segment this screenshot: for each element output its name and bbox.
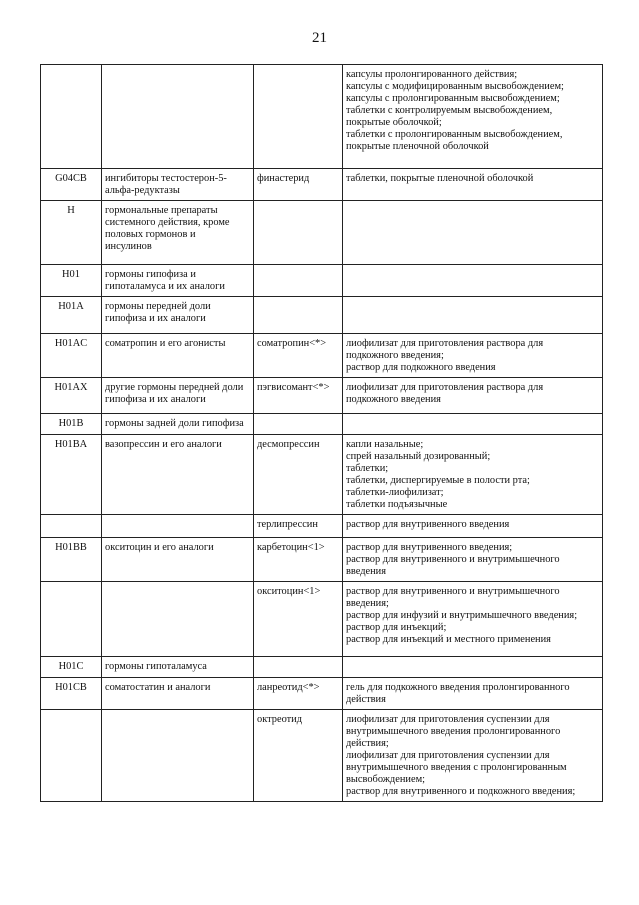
anatomical-group-cell (102, 414, 254, 435)
drug-name-cell (254, 65, 343, 169)
dosage-form-line: спрей назальный дозированный; (346, 451, 491, 462)
atc-code-cell (41, 265, 102, 297)
atc-code-cell (41, 435, 102, 515)
dosage-form-line: лиофилизат для приготовления суспензии для (346, 750, 550, 761)
group-text-line: соматостатин и аналоги (105, 682, 211, 693)
table-row (41, 201, 603, 265)
atc-code-cell (41, 169, 102, 201)
table-row (41, 169, 603, 201)
dosage-form-line: таблетки-лиофилизат; (346, 487, 444, 498)
group-text-line: гормоны гипоталамуса (105, 661, 207, 672)
atc-code: H01C (58, 661, 84, 672)
atc-code: H01CB (55, 682, 87, 693)
drug-name-cell (254, 657, 343, 678)
drug-name: финастерид (257, 173, 310, 184)
dosage-form-line: введения; (346, 598, 389, 609)
atc-code-cell (41, 334, 102, 378)
anatomical-group-cell (102, 65, 254, 169)
dosage-form-line: капсулы с модифицированным высвобождением; (346, 81, 564, 92)
drug-name-cell (254, 678, 343, 710)
dosage-form-line: лиофилизат для приготовления раствора для (346, 382, 544, 393)
dosage-form-line: таблетки с контролируемым высвобождением, (346, 105, 553, 116)
atc-code-cell (41, 414, 102, 435)
dosage-form-line: внутримышечного введения пролонгированного (346, 726, 561, 737)
drug-name-cell (254, 515, 343, 538)
drug-name-cell (254, 201, 343, 265)
group-text-line: гормональные препараты (105, 205, 218, 216)
anatomical-group-cell (102, 657, 254, 678)
dosage-form-line: высвобождением; (346, 774, 426, 785)
dosage-form-line: внутримышечного введения с пролонгированным (346, 762, 567, 773)
drug-name-cell (254, 435, 343, 515)
atc-code: H01B (58, 418, 84, 429)
dosage-form-line: покрытые оболочкой; (346, 117, 442, 128)
table-row (41, 297, 603, 334)
atc-code: H01AX (54, 382, 88, 393)
table-row (41, 538, 603, 582)
group-text-line: гормоны передней доли (105, 301, 211, 312)
atc-code-cell (41, 582, 102, 657)
group-text-line: системного действия, кроме (105, 217, 230, 228)
dosage-forms-cell (343, 265, 603, 297)
drug-name-cell (254, 334, 343, 378)
dosage-form-line: подкожного введения; (346, 350, 444, 361)
atc-code: H01BB (55, 542, 87, 553)
atc-code: H01AC (54, 338, 88, 349)
dosage-form-line: раствор для инъекций; (346, 622, 447, 633)
group-text-line: инсулинов (105, 241, 152, 252)
dosage-form-line: раствор для инфузий и внутримышечного введения; (346, 610, 578, 621)
anatomical-group-cell (102, 334, 254, 378)
group-text-line: вазопрессин и его аналоги (105, 439, 222, 450)
dosage-form-line: капли назальные; (346, 439, 424, 450)
group-text-line: гипофиза и их аналоги (105, 394, 206, 405)
table-row (41, 65, 603, 169)
dosage-form-line: лиофилизат для приготовления суспензии для (346, 714, 550, 725)
drug-name: карбетоцин<1> (257, 542, 325, 553)
group-text-line: другие гормоны передней доли (105, 382, 244, 393)
atc-code: H01BA (54, 439, 88, 450)
anatomical-group-cell (102, 435, 254, 515)
dosage-forms-cell (343, 582, 603, 657)
atc-code: G04CB (55, 173, 87, 184)
dosage-form-line: действия (346, 694, 386, 705)
drug-name-cell (254, 265, 343, 297)
atc-code-cell (41, 678, 102, 710)
dosage-form-line: лиофилизат для приготовления раствора для (346, 338, 544, 349)
dosage-form-line: раствор для внутривенного введения (346, 519, 510, 530)
drug-name-cell (254, 582, 343, 657)
dosage-form-line: таблетки, покрытые пленочной оболочкой (346, 173, 534, 184)
drug-name-cell (254, 169, 343, 201)
drug-name: пэгвисомант<*> (257, 382, 330, 393)
dosage-forms-cell (343, 201, 603, 265)
atc-code-cell (41, 201, 102, 265)
group-text-line: гормоны задней доли гипофиза (105, 418, 244, 429)
dosage-form-line: действия; (346, 738, 389, 749)
drug-name-cell (254, 538, 343, 582)
table-row (41, 515, 603, 538)
group-text-line: ингибиторы тестостерон-5- (105, 173, 227, 184)
drug-name-cell (254, 378, 343, 414)
dosage-form-line: таблетки подъязычные (346, 499, 448, 510)
table-row (41, 582, 603, 657)
anatomical-group-cell (102, 297, 254, 334)
dosage-forms-cell (343, 334, 603, 378)
anatomical-group-cell (102, 710, 254, 802)
anatomical-group-cell (102, 538, 254, 582)
dosage-forms-cell (343, 65, 603, 169)
dosage-forms-cell (343, 169, 603, 201)
group-text-line: гипофиза и их аналоги (105, 313, 206, 324)
dosage-form-line: капсулы с пролонгированным высвобождением; (346, 93, 560, 104)
drug-name: октреотид (257, 714, 303, 725)
table-row (41, 265, 603, 297)
drug-table (40, 64, 603, 802)
dosage-form-line: таблетки; (346, 463, 389, 474)
dosage-form-line: гель для подкожного введения пролонгированного (346, 682, 570, 693)
drug-name: ланреотид<*> (257, 682, 320, 693)
table-row (41, 414, 603, 435)
group-text-line: гормоны гипофиза и (105, 269, 196, 280)
group-text-line: соматропин и его агонисты (105, 338, 226, 349)
drug-name-cell (254, 414, 343, 435)
dosage-forms-cell (343, 657, 603, 678)
anatomical-group-cell (102, 265, 254, 297)
atc-code-cell (41, 515, 102, 538)
dosage-form-line: таблетки с пролонгированным высвобождением, (346, 129, 563, 140)
dosage-form-line: раствор для инъекций и местного применения (346, 634, 551, 645)
anatomical-group-cell (102, 678, 254, 710)
atc-code: H01A (58, 301, 84, 312)
table-body (41, 65, 603, 802)
atc-code-cell (41, 657, 102, 678)
dosage-form-line: раствор для внутривенного и внутримышечного (346, 554, 560, 565)
drug-name: терлипрессин (257, 519, 318, 530)
page-number: 21 (312, 30, 327, 46)
atc-code-cell (41, 378, 102, 414)
atc-code-cell (41, 65, 102, 169)
anatomical-group-cell (102, 582, 254, 657)
table-row (41, 378, 603, 414)
drug-name: окситоцин<1> (257, 586, 321, 597)
dosage-forms-cell (343, 378, 603, 414)
dosage-forms-cell (343, 435, 603, 515)
dosage-form-line: введения (346, 566, 387, 577)
atc-code-cell (41, 538, 102, 582)
anatomical-group-cell (102, 169, 254, 201)
table-row (41, 678, 603, 710)
anatomical-group-cell (102, 201, 254, 265)
drug-name-cell (254, 297, 343, 334)
atc-code-cell (41, 710, 102, 802)
table-row (41, 334, 603, 378)
drug-name: десмопрессин (257, 439, 320, 450)
drug-name-cell (254, 710, 343, 802)
table-row (41, 435, 603, 515)
atc-code-cell (41, 297, 102, 334)
dosage-forms-cell (343, 710, 603, 802)
dosage-form-line: раствор для внутривенного и подкожного введения; (346, 786, 576, 797)
anatomical-group-cell (102, 515, 254, 538)
dosage-form-line: раствор для внутривенного и внутримышечного (346, 586, 560, 597)
dosage-form-line: покрытые пленочной оболочкой (346, 141, 489, 152)
anatomical-group-cell (102, 378, 254, 414)
dosage-forms-cell (343, 538, 603, 582)
drug-name: соматропин<*> (257, 338, 327, 349)
table-row (41, 657, 603, 678)
group-text-line: альфа-редуктазы (105, 185, 180, 196)
group-text-line: половых гормонов и (105, 229, 196, 240)
dosage-forms-cell (343, 678, 603, 710)
dosage-forms-cell (343, 414, 603, 435)
dosage-form-line: таблетки, диспергируемые в полости рта; (346, 475, 530, 486)
dosage-form-line: раствор для подкожного введения (346, 362, 496, 373)
group-text-line: гипоталамуса и их аналоги (105, 281, 225, 292)
group-text-line: окситоцин и его аналоги (105, 542, 214, 553)
table-row (41, 710, 603, 802)
dosage-form-line: раствор для внутривенного введения; (346, 542, 513, 553)
dosage-forms-cell (343, 515, 603, 538)
dosage-form-line: подкожного введения (346, 394, 441, 405)
atc-code: H01 (62, 269, 80, 280)
dosage-form-line: капсулы пролонгированного действия; (346, 69, 518, 80)
atc-code: H (67, 205, 75, 216)
dosage-forms-cell (343, 297, 603, 334)
